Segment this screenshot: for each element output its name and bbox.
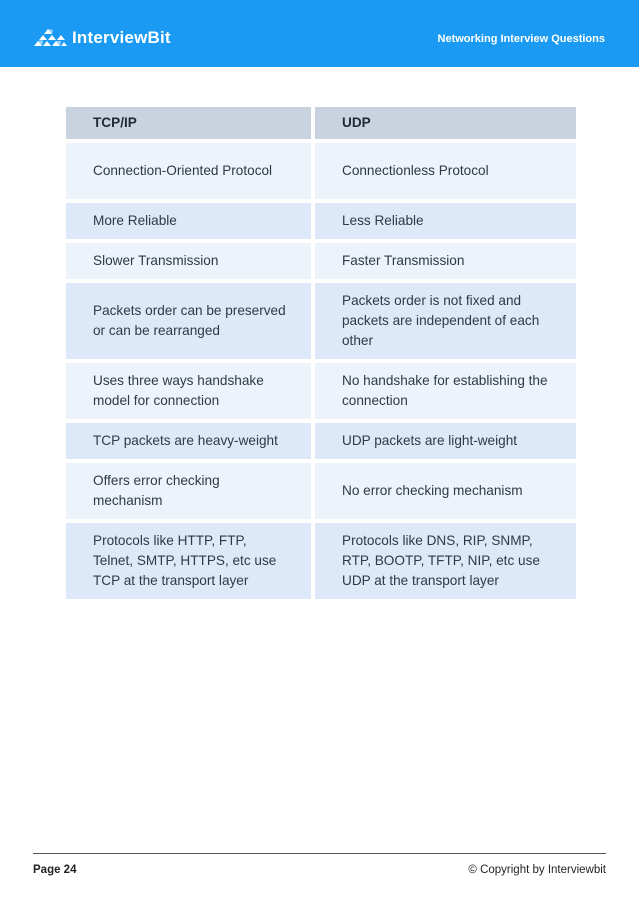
logo-mark-icon (34, 29, 68, 47)
tcp-cell: Packets order can be preserved or can be rearranged (66, 283, 311, 359)
tcp-cell: Protocols like HTTP, FTP, Telnet, SMTP, HTTPS, etc use TCP at the transport layer (66, 523, 311, 599)
udp-cell: No error checking mechanism (315, 463, 576, 519)
udp-cell: Protocols like DNS, RIP, SNMP, RTP, BOOTP, TFTP, NIP, etc use UDP at the transport layer (315, 523, 576, 599)
table-row (66, 243, 576, 279)
tcp-cell: Offers error checking mechanism (66, 463, 311, 519)
table-row (66, 283, 576, 359)
page-header (0, 0, 639, 67)
comparison-table-container (66, 107, 572, 599)
interviewbit-logo[interactable] (34, 26, 171, 50)
udp-cell: Connectionless Protocol (315, 143, 576, 199)
udp-cell: Packets order is not fixed and packets are independent of each other (315, 283, 576, 359)
header-cell-tcp: TCP/IP (66, 107, 311, 139)
tcp-cell: Uses three ways handshake model for connection (66, 363, 311, 419)
tcp-cell: Connection-Oriented Protocol (66, 143, 311, 199)
udp-cell: Less Reliable (315, 203, 576, 239)
table-row (66, 143, 576, 199)
table-header-row (66, 107, 576, 139)
logo-text: InterviewBit (72, 28, 171, 47)
table-row (66, 423, 576, 459)
table-row (66, 523, 576, 599)
document-title: Networking Interview Questions (437, 33, 605, 45)
tcp-cell: Slower Transmission (66, 243, 311, 279)
table-row (66, 463, 576, 519)
udp-cell: No handshake for establishing the connection (315, 363, 576, 419)
table-row (66, 203, 576, 239)
header-cell-udp: UDP (315, 107, 576, 139)
udp-cell: UDP packets are light-weight (315, 423, 576, 459)
tcp-udp-comparison-table (62, 103, 580, 603)
tcp-cell: TCP packets are heavy-weight (66, 423, 311, 459)
udp-cell: Faster Transmission (315, 243, 576, 279)
footer-divider (33, 853, 606, 854)
table-row (66, 363, 576, 419)
copyright-notice: © Copyright by Interviewbit (468, 864, 606, 876)
tcp-cell: More Reliable (66, 203, 311, 239)
page-number: Page 24 (33, 864, 77, 876)
